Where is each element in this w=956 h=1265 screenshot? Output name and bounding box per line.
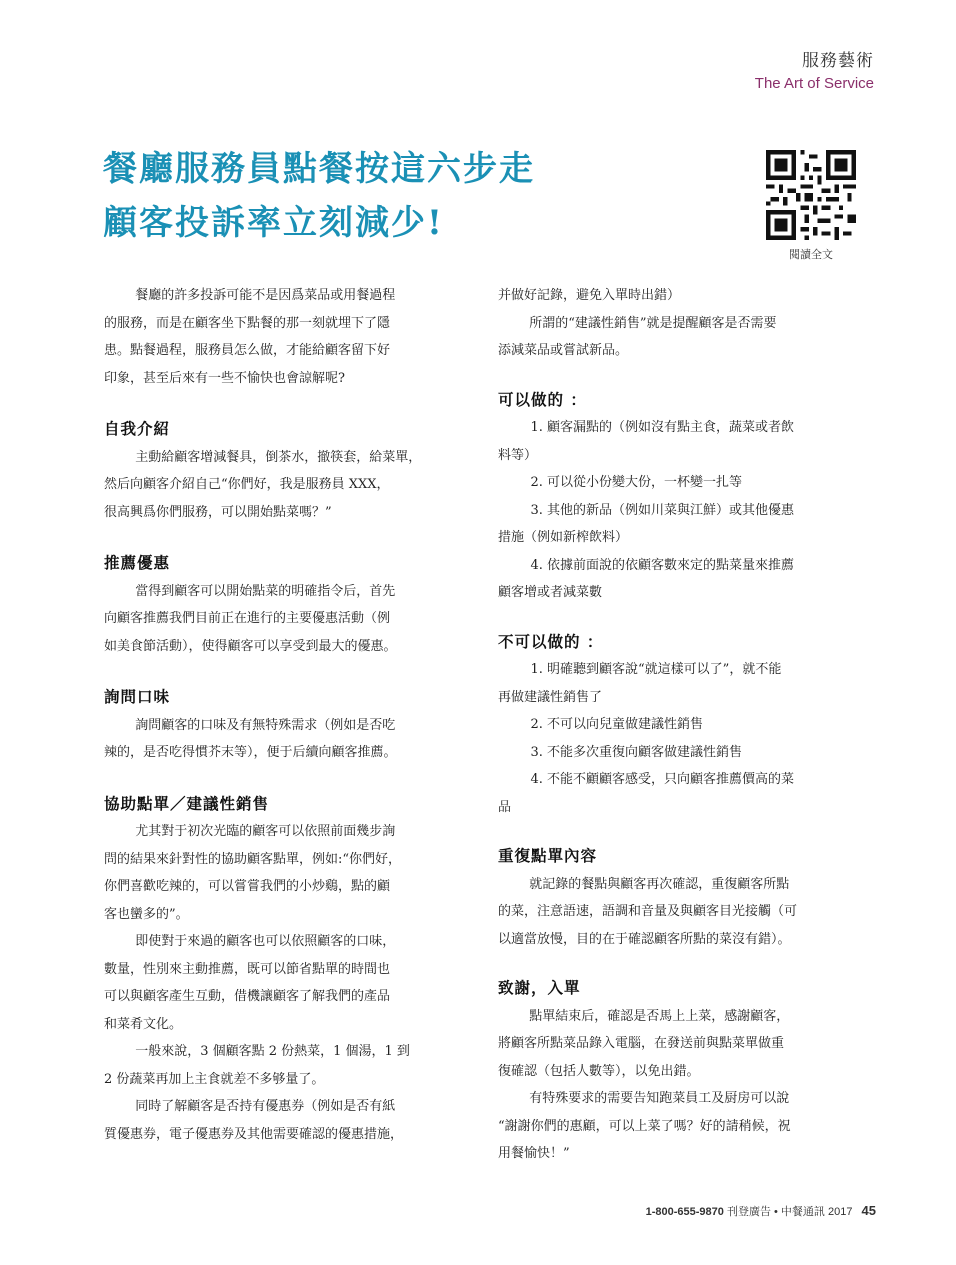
text-line: 點單結束后，確認是否馬上上菜，感謝顧客，	[529, 1008, 790, 1024]
paragraph	[104, 444, 468, 527]
text-line: 然后向顧客介紹自己“你們好，我是服務員 XXX，	[104, 477, 390, 492]
text-line: 印象，甚至后來有一些不愉快也會諒解呢?	[104, 370, 345, 386]
section-heading: 協助點單／建議性銷售	[104, 794, 270, 813]
page-number: 45	[861, 1203, 876, 1218]
text-line: 所謂的“建議性銷售”就是提醒顧客是否需要	[529, 315, 777, 331]
section-heading: 可以做的 ：	[498, 390, 587, 409]
qr-code[interactable]	[766, 150, 856, 240]
qr-caption: 閱讀全文	[789, 248, 833, 261]
paragraph	[104, 818, 468, 928]
list-item	[498, 711, 862, 739]
text-line: 并做好記錄，避免入單時出錯）	[498, 288, 681, 303]
text-line: 以適當放慢，目的在于確認顧客所點的菜沒有錯）。	[498, 931, 791, 947]
text-line: 的菜，注意語速，語調和音量及與顧客目光接觸（可	[498, 904, 798, 919]
text-line: 即使對于來過的顧客也可以依照顧客的口味，	[135, 934, 396, 949]
list-item	[498, 469, 862, 497]
right-column	[498, 282, 862, 1168]
text-line: 2. 可以從小份變大份，一杯變一扎等	[530, 475, 743, 490]
text-line: 將顧客所點菜品錄入電腦，在發送前與點菜單做重	[498, 1036, 785, 1051]
text-line: 問的結果來針對性的協助顧客點單，例如:“你們好，	[104, 851, 402, 867]
text-line: 你們喜歡吃辣的，可以嘗嘗我們的小炒鷄，點的顧	[104, 879, 391, 894]
section-title-zh: 服務藝術	[802, 51, 874, 71]
text-line: 患。點餐過程，服務員怎么做，才能給顧客留下好	[104, 343, 391, 358]
paragraph	[498, 310, 862, 365]
text-line: 4. 依據前面說的依顧客數來定的點菜量來推薦	[530, 557, 795, 573]
text-line: 可以與顧客產生互動，借機讓顧客了解我們的產品	[104, 989, 391, 1004]
title-line-2: 顧客投訴率立刻減少!	[103, 203, 444, 243]
footer-text: 刊登廣告 • 中餐通訊 2017	[726, 1206, 853, 1218]
section-heading: 重復點單內容	[498, 847, 598, 865]
paragraph	[104, 1038, 468, 1093]
text-line: 餐廳的許多投訴可能不是因爲菜品或用餐過程	[135, 288, 396, 303]
text-line: 尤其對于初次光臨的顧客可以依照前面幾步詢	[135, 824, 396, 839]
text-line: 品	[498, 799, 512, 815]
section-heading: 自我介紹	[104, 420, 171, 438]
section-heading: 詢問口味	[104, 688, 171, 706]
text-line: 同時了解顧客是否持有優惠券（例如是否有紙	[135, 1099, 396, 1114]
cannot-do-list	[498, 656, 862, 821]
text-line: 3. 其他的新品（例如川菜與江鮮）或其他優惠	[530, 502, 795, 518]
text-line: 2 份蔬菜再加上主食就差不多够量了。	[104, 1071, 325, 1087]
text-line: 3. 不能多次重復向顧客做建議性銷售	[530, 744, 743, 760]
section-heading: 不可以做的 ：	[498, 632, 604, 651]
text-line: “謝謝你們的惠顧，可以上菜了嗎？好的請稍候，祝	[498, 1118, 791, 1134]
text-line: 數量，性別來主動推薦，既可以節省點單的時間也	[104, 961, 391, 977]
paragraph	[104, 1093, 468, 1148]
intro-paragraph	[104, 282, 468, 392]
text-line: 如美食節活動），使得顧客可以享受到最大的優惠。	[104, 638, 397, 654]
text-line: 4. 不能不顧顧客感受，只向顧客推薦價高的菜	[530, 772, 795, 787]
text-line: 和菜肴文化。	[104, 1016, 183, 1032]
footer-phone: 1-800-655-9870	[645, 1206, 724, 1218]
text-line: 主動給顧客增減餐具，倒茶水，撤筷套，給菜單，	[135, 449, 422, 465]
section-header	[755, 46, 874, 92]
text-line: 2. 不可以向兒童做建議性銷售	[530, 717, 704, 732]
text-line: 就記錄的餐點與顧客再次確認，重復顧客所點	[529, 876, 790, 892]
text-line: 復確認（包括人數等），以免出錯。	[498, 1063, 700, 1079]
paragraph	[498, 871, 862, 954]
list-item	[498, 766, 862, 821]
text-line: 料等）	[498, 447, 538, 463]
can-do-list	[498, 414, 862, 607]
list-item	[498, 656, 862, 711]
text-line: 用餐愉快！”	[498, 1146, 570, 1161]
text-line: 的服務，而是在顧客坐下點餐的那一刻就埋下了隱	[104, 315, 391, 331]
text-line: 1. 明確聽到顧客說“就這樣可以了”，就不能	[530, 662, 782, 677]
paragraph	[104, 928, 468, 1038]
list-item	[498, 739, 862, 767]
text-line: 當得到顧客可以開始點菜的明確指令后，首先	[135, 583, 396, 599]
section-heading: 推薦優惠	[104, 554, 171, 572]
title-line-1: 餐廳服務員點餐按這六步走	[103, 149, 535, 189]
text-line: 措施（例如新榨飲料）	[498, 530, 629, 545]
section-title-en: The Art of Service	[754, 75, 874, 92]
paragraph	[498, 1003, 862, 1086]
section-heading: 致謝，入單	[498, 979, 581, 997]
page-footer	[646, 1203, 876, 1219]
text-line: 一般來說，3 個顧客點 2 份熱菜，1 個湯，1 到	[135, 1044, 410, 1059]
text-line: 再做建議性銷售了	[498, 689, 603, 705]
text-line: 質優惠券，電子優惠券及其他需要確認的優惠措施，	[104, 1126, 404, 1142]
text-line: 向顧客推薦我們目前正在進行的主要優惠活動（例	[104, 611, 391, 626]
left-column	[104, 282, 468, 1148]
text-line: 有特殊要求的需要告知跑菜員工及厨房可以說	[529, 1091, 790, 1106]
text-line: 詢問顧客的口味及有無特殊需求（例如是否吃	[135, 717, 396, 733]
paragraph	[104, 712, 468, 767]
list-item	[498, 497, 862, 552]
list-item	[498, 552, 862, 607]
text-line: 1. 顧客漏點的（例如沒有點主食，蔬菜或者飲	[530, 420, 795, 435]
text-line: 添減菜品或嘗試新品。	[498, 343, 629, 358]
paragraph	[498, 282, 862, 310]
text-line: 很高興爲你們服務，可以開始點菜嗎？”	[104, 504, 332, 520]
text-line: 顧客增或者減菜數	[498, 585, 603, 600]
paragraph	[498, 1085, 862, 1168]
text-line: 辣的，是否吃得慣芥末等），便于后續向顧客推薦。	[104, 745, 397, 760]
article-title	[103, 142, 535, 250]
paragraph	[104, 578, 468, 661]
text-line: 客也蠻多的”。	[104, 906, 189, 922]
list-item	[498, 414, 862, 469]
